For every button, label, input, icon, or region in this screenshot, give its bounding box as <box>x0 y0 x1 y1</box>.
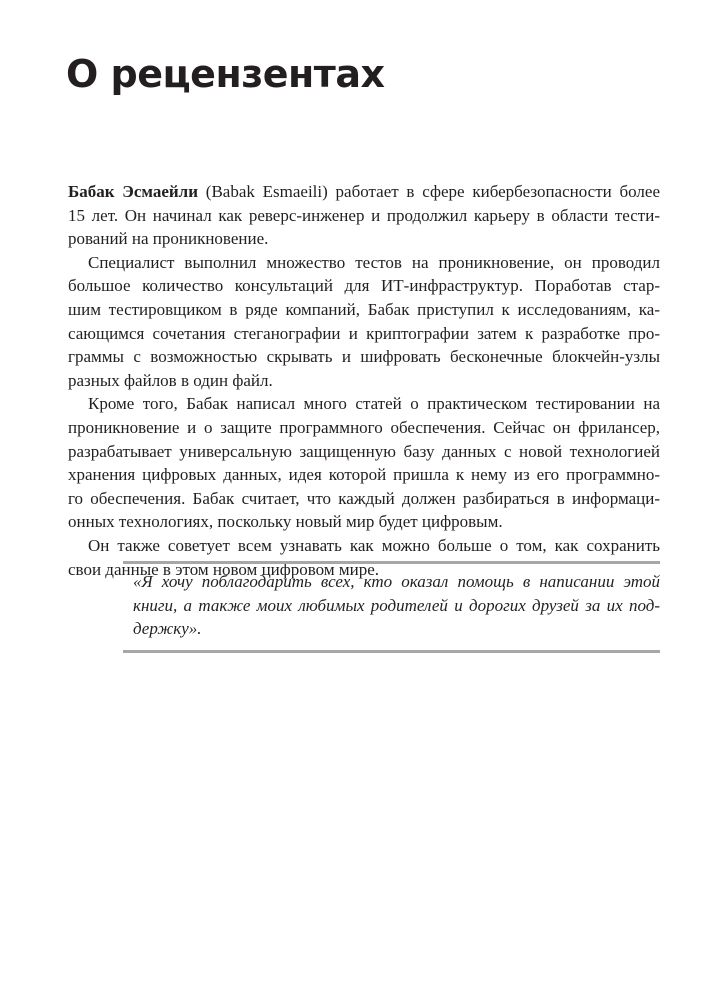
bio-line: Бабак Эсмаейли (Babak Esmaeili) работает в сфере кибербезопасности более <box>68 182 660 201</box>
bio-line: Он также советует всем узнавать как можно больше о том, как сохранить <box>88 535 660 555</box>
reviewer-name: Бабак Эсмаейли <box>68 182 199 201</box>
bio-line: рований на проникновение. <box>68 229 269 249</box>
quote-line: держку». <box>133 619 202 639</box>
bio-line: разных файлов в один файл. <box>68 370 273 390</box>
bio-line: хранения цифровых данных, идея которой пришла к нему из его программно- <box>68 465 660 485</box>
bio-line: 15 лет. Он начинал как реверс-инженер и продолжил карьеру в области тести- <box>68 205 660 225</box>
bio-line: сающимся сочетания стеганографии и криптографии затем к разработке про- <box>68 323 660 343</box>
bio-line: го обеспечения. Бабак считает, что каждый должен разбираться в информаци- <box>68 488 660 508</box>
reviewer-bio <box>68 180 660 581</box>
bio-line: Кроме того, Бабак написал много статей о практическом тестировании на <box>88 394 660 414</box>
bio-line: разрабатывает универсальную защищенную базу данных с новой технологией <box>68 441 660 461</box>
bio-line: свои данные в этом новом цифровом мире. <box>68 559 380 579</box>
quote-line: книги, а также моих любимых родителей и дорогих друзей за их под- <box>133 595 660 615</box>
acknowledgement-quote <box>123 561 660 653</box>
bio-line: онных технологиях, поскольку новый мир будет цифровым. <box>68 512 503 532</box>
quote-line: «Я хочу поблагодарить всех, кто оказал помощь в написании этой <box>133 572 660 591</box>
bio-line: большое количество консультаций для ИТ-инфраструктур. Поработав стар- <box>68 276 660 296</box>
bio-line: шим тестировщиком в ряде компаний, Бабак приступил к исследованиям, ка- <box>68 299 660 319</box>
page-title: О рецензентах <box>66 52 385 96</box>
bio-line: граммы с возможностью скрывать и шифровать бесконечные блокчейн-узлы <box>68 347 660 367</box>
bio-line: проникновение и о защите программного обеспечения. Сейчас он фрилансер, <box>68 417 660 437</box>
bio-line: Специалист выполнил множество тестов на проникновение, он проводил <box>88 252 660 272</box>
